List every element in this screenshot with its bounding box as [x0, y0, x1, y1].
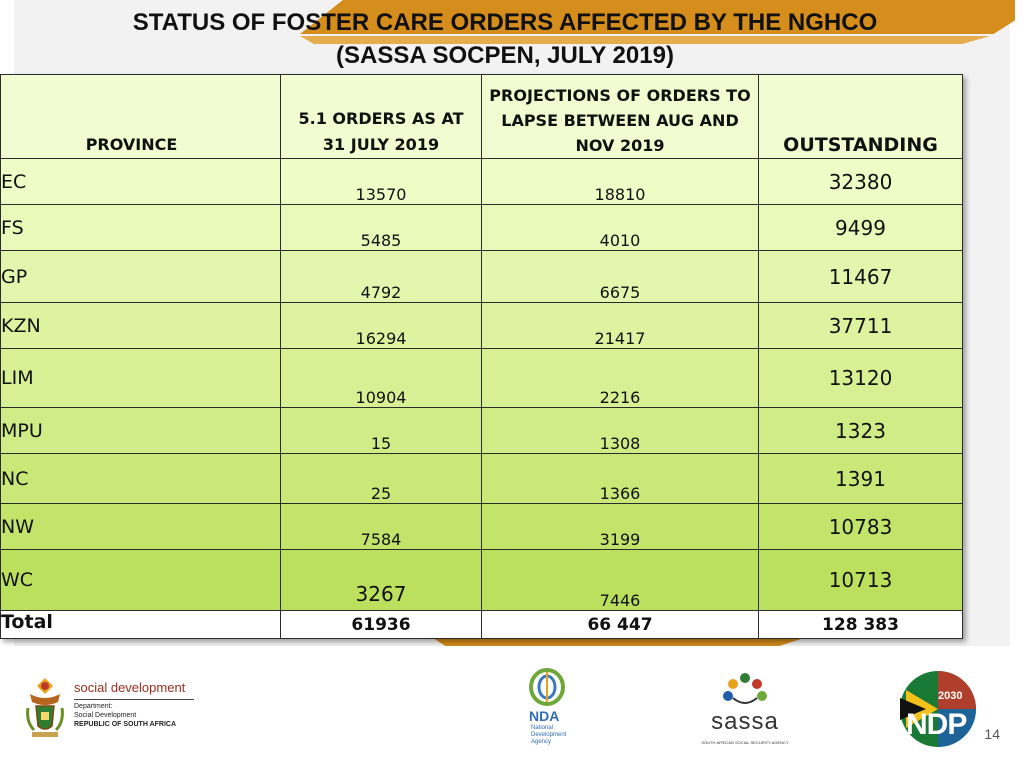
coat-of-arms-icon	[22, 672, 68, 744]
cell-projections: 18810	[482, 159, 759, 205]
header-orders	[281, 75, 482, 159]
cell-outstanding: 1391	[759, 454, 963, 504]
header-orders-line-1: 5.1 ORDERS AS AT	[298, 109, 464, 128]
ndp-2030-logo	[898, 668, 978, 750]
cell-province: NW	[1, 504, 281, 550]
cell-outstanding: 37711	[759, 303, 963, 349]
cell-outstanding: 9499	[759, 205, 963, 251]
cell-projections: 2216	[482, 349, 759, 408]
cell-outstanding: 1323	[759, 408, 963, 454]
cell-projections: 6675	[482, 251, 759, 303]
header-orders-line-2: 31 JULY 2019	[322, 135, 440, 154]
table-row	[1, 504, 963, 550]
cell-orders: 25	[281, 454, 482, 504]
cell-orders: 3267	[281, 550, 482, 611]
table-row	[1, 408, 963, 454]
dsd-name: social development	[74, 680, 186, 695]
header-projections-line-1: PROJECTIONS OF ORDERS TO	[489, 86, 751, 105]
title-line-2: (SASSA SOCPEN, JULY 2019)	[336, 42, 674, 69]
cell-province: MPU	[1, 408, 281, 454]
table-row	[1, 159, 963, 205]
cell-orders: 5485	[281, 205, 482, 251]
table-row	[1, 205, 963, 251]
cell-orders: 16294	[281, 303, 482, 349]
foster-care-orders-table	[0, 74, 963, 639]
cell-orders: 7584	[281, 504, 482, 550]
cell-province: LIM	[1, 349, 281, 408]
cell-projections: 3199	[482, 504, 759, 550]
cell-total-label: Total	[1, 611, 281, 639]
nda-name: NDA	[529, 708, 560, 724]
sassa-logo	[700, 668, 790, 748]
dsd-country: REPUBLIC OF SOUTH AFRICA	[74, 721, 177, 728]
cell-province: FS	[1, 205, 281, 251]
header-outstanding: OUTSTANDING	[759, 75, 963, 159]
table-total-row	[1, 611, 963, 639]
cell-outstanding: 10783	[759, 504, 963, 550]
table-row	[1, 349, 963, 408]
cell-province: NC	[1, 454, 281, 504]
header-projections	[482, 75, 759, 159]
cell-projections: 1366	[482, 454, 759, 504]
sassa-emblem-icon	[700, 668, 790, 708]
cell-total-projections: 66 447	[482, 611, 759, 639]
cell-projections: 21417	[482, 303, 759, 349]
cell-outstanding: 10713	[759, 550, 963, 611]
ndp-year: 2030	[938, 690, 963, 702]
cell-total-orders: 61936	[281, 611, 482, 639]
cell-province: KZN	[1, 303, 281, 349]
dsd-department-name: Social Development	[74, 712, 137, 719]
cell-total-outstanding: 128 383	[759, 611, 963, 639]
cell-outstanding: 11467	[759, 251, 963, 303]
nda-emblem-icon	[525, 668, 569, 706]
nda-line-3: Agency	[531, 739, 552, 745]
slide-title	[0, 6, 1010, 72]
cell-province: GP	[1, 251, 281, 303]
cell-projections: 7446	[482, 550, 759, 611]
sassa-name: sassa	[711, 708, 779, 735]
title-line-1: STATUS OF FOSTER CARE ORDERS AFFECTED BY THE NGHCO	[132, 9, 878, 36]
nda-line-1: National	[531, 725, 554, 731]
cell-province: WC	[1, 550, 281, 611]
table-row	[1, 251, 963, 303]
dsd-divider	[74, 699, 194, 700]
table-row	[1, 454, 963, 504]
nda-logo	[525, 668, 585, 748]
cell-outstanding: 13120	[759, 349, 963, 408]
cell-outstanding: 32380	[759, 159, 963, 205]
dsd-logo	[22, 672, 186, 744]
header-projections-line-3: NOV 2019	[575, 136, 665, 155]
ndp-name: NDP	[906, 708, 967, 741]
cell-orders: 10904	[281, 349, 482, 408]
dsd-department: Department:	[74, 703, 113, 710]
nda-line-2: Development	[531, 732, 567, 738]
cell-projections: 4010	[482, 205, 759, 251]
sassa-tagline: SOUTH AFRICAN SOCIAL SECURITY AGENCY	[701, 740, 789, 745]
cell-orders: 15	[281, 408, 482, 454]
page-number: 14	[984, 726, 1000, 742]
cell-orders: 13570	[281, 159, 482, 205]
cell-projections: 1308	[482, 408, 759, 454]
header-projections-line-2: LAPSE BETWEEN AUG AND	[501, 111, 739, 130]
header-province: PROVINCE	[1, 75, 281, 159]
table-row	[1, 550, 963, 611]
table-row	[1, 303, 963, 349]
cell-province: EC	[1, 159, 281, 205]
table-header-row	[1, 75, 963, 159]
cell-orders: 4792	[281, 251, 482, 303]
